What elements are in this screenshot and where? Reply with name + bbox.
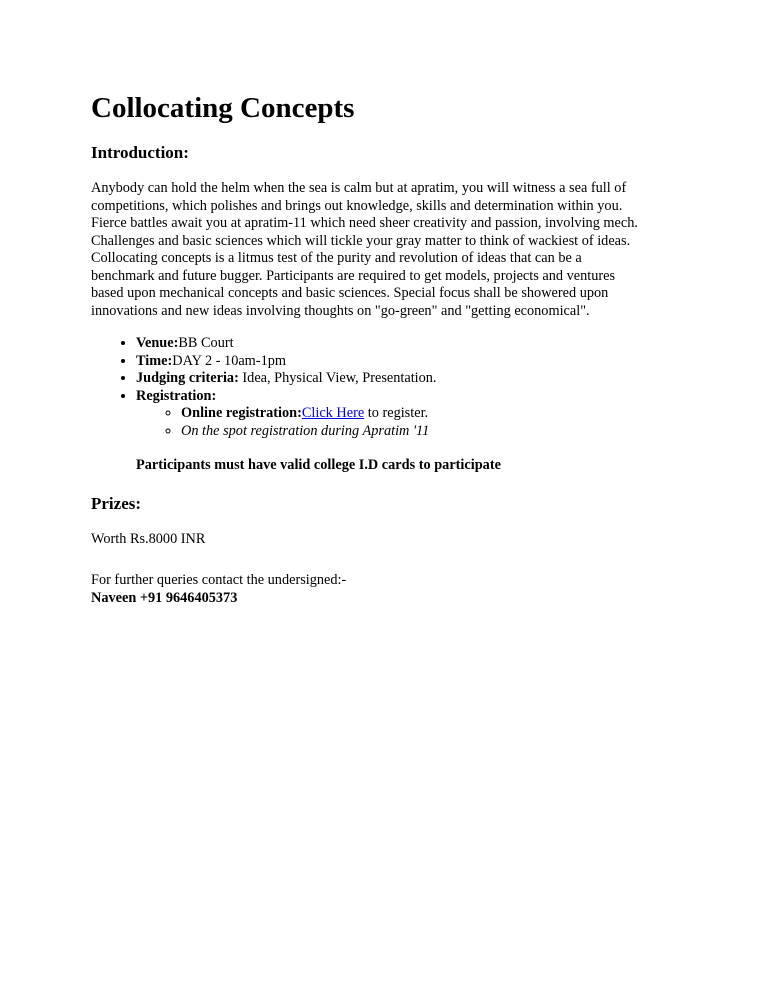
online-registration-label: Online registration: [181,405,302,421]
registration-label: Registration: [136,387,217,404]
document-page [91,88,681,607]
judging-value: Idea, Physical View, Presentation. [238,370,437,386]
online-registration-suffix: to register. [364,405,429,421]
time-value: DAY 2 - 10am-1pm [172,352,286,369]
time-label: Time: [136,352,173,369]
page-title: Collocating Concepts [91,92,355,124]
spot-registration-text: On the spot registration during Apratim '11 [181,422,430,439]
spot-registration-item [181,423,681,441]
time-item [136,353,681,371]
contact-line: For further queries contact the undersigned:- [91,572,347,588]
venue-item [136,335,681,353]
intro-line: Anybody can hold the helm when the sea is calm but at apratim, you will witness a sea full of [91,180,627,196]
registration-item [136,388,681,441]
intro-line: Fierce battles await you at apratim-11 which need sheer creativity and passion, involving mech. [91,215,638,231]
prize-value: Worth Rs.8000 INR [91,530,206,547]
judging-label: Judging criteria: [136,370,239,386]
contact-person: Naveen +91 9646405373 [91,589,238,606]
event-details-list [91,335,681,440]
introduction-heading: Introduction: [91,143,189,162]
registration-sublist [136,405,681,440]
venue-value: BB Court [178,335,234,351]
intro-line: Challenges and basic sciences which will tickle your gray matter to think of wackiest of ideas. [91,232,631,249]
online-registration-item [181,405,681,423]
prizes-heading: Prizes: [91,493,142,513]
intro-line: innovations and new ideas involving thoughts on "go-green" and "getting economical". [91,302,590,319]
intro-line: benchmark and future bugger. Participants are required to get models, projects and ventures [91,267,616,284]
click-here-link[interactable]: Click Here [301,405,365,421]
introduction-paragraph [91,180,681,320]
intro-line: competitions, which polishes and brings out knowledge, skills and determination within you. [91,197,623,214]
id-card-notice: Participants must have valid college I.D cards to participate [136,457,501,473]
intro-line: based upon mechanical concepts and basic sciences. Special focus shall be showered upon [91,285,609,301]
intro-line: Collocating concepts is a litmus test of the purity and revolution of ideas that can be a [91,250,582,266]
venue-label: Venue: [136,335,179,351]
judging-item [136,370,681,388]
